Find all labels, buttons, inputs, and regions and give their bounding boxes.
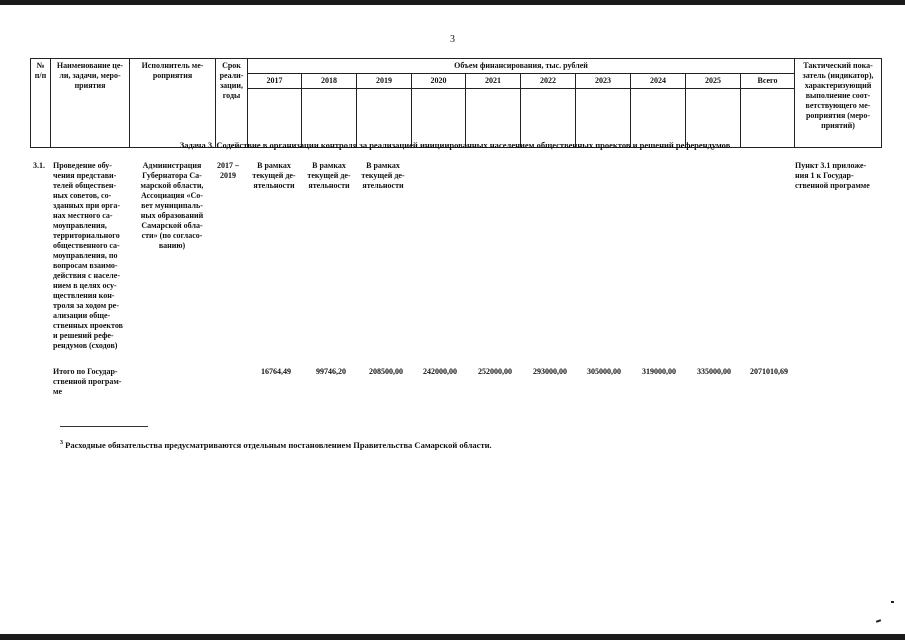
col-year: 2023 (576, 74, 631, 89)
total-2021: 252000,00 (478, 367, 512, 376)
total-2025: 335000,00 (697, 367, 731, 376)
scan-top-edge (0, 0, 905, 5)
col-year: 2019 (357, 74, 412, 89)
total-2017: 16764,49 (261, 367, 291, 376)
col-year: 2020 (412, 74, 466, 89)
header-blank-cell (741, 89, 795, 148)
total-label: Итого по Государ- ственной програм- ме (53, 367, 122, 396)
col-year: 2017 (248, 74, 302, 89)
header-blank-cell (248, 89, 302, 148)
col-name: Наименование це-ли, задачи, меро-приятия (51, 59, 130, 148)
header-blank-cell (521, 89, 576, 148)
scan-bottom-edge (0, 634, 905, 640)
row-indicator: Пункт 3.1 приложе- ния 1 к Государ- ственной программе (795, 161, 870, 190)
row-year-2018: В рамках текущей де- ятельности (307, 161, 351, 190)
col-executor: Исполнитель ме-роприятия (130, 59, 216, 148)
col-total: Всего (741, 74, 795, 89)
header-table (30, 58, 882, 148)
total-2019: 208500,00 (369, 367, 403, 376)
total-2024: 319000,00 (642, 367, 676, 376)
total-2018: 99746,20 (316, 367, 346, 376)
header-blank-cell (412, 89, 466, 148)
header-blank-cell (302, 89, 357, 148)
header-blank-cell (466, 89, 521, 148)
col-year: 2024 (631, 74, 686, 89)
total-2020: 242000,00 (423, 367, 457, 376)
header-blank-cell (686, 89, 741, 148)
col-term: Срок реали-зации, годы (216, 59, 248, 148)
total-2022: 293000,00 (533, 367, 567, 376)
row-name: Проведение обу- чения представи- телей обществен- ных советов, со- зданных при орга- нах местного са- моуправления, территориального общественного са- моуправления, по вопросам взаимо- действия с населе- нием в целях осу- ществления кон- троля за ходом ре- ализации обще- ственных проектов и решений рефе- рендумов (сходов) (53, 161, 123, 350)
header-blank-cell (631, 89, 686, 148)
col-year: 2018 (302, 74, 357, 89)
row-year-2017: В рамках текущей де- ятельности (252, 161, 296, 190)
footnote-text: Расходные обязательства предусматриваются отдельным постановлением Правительства Самарской области. (65, 440, 492, 450)
footnote (60, 440, 492, 450)
col-year: 2025 (686, 74, 741, 89)
col-indicator: Тактический пока-затель (индикатор), характеризующий выполнение соот-ветствующего ме-роприятия (меро-приятий) (795, 59, 882, 148)
scan-speck (891, 601, 894, 603)
row-number: 3.1. (33, 161, 45, 170)
row-year-2019: В рамках текущей де- ятельности (361, 161, 405, 190)
scan-speck (876, 619, 881, 623)
header-blank-cell (357, 89, 412, 148)
footnote-mark: 3 (60, 440, 63, 447)
col-year: 2022 (521, 74, 576, 89)
header-blank-cell (576, 89, 631, 148)
page-number: 3 (450, 34, 455, 45)
row-term: 2017 – 2019 (217, 161, 239, 180)
col-num: № п/п (31, 59, 51, 148)
col-funding: Объем финансирования, тыс. рублей (248, 59, 795, 74)
total-2023: 305000,00 (587, 367, 621, 376)
col-year: 2021 (466, 74, 521, 89)
task-title: Задача 3. Содействие в организации контроля за реализацией инициированных населением общественных проектов и решений референдумов (179, 140, 731, 150)
total-all: 2071010,69 (750, 367, 788, 376)
row-executor: Администрация Губернатора Са- марской области, Ассоциация «Со- вет муниципаль- ных образований Самарской обла- сти» (по согласо- ванию) (140, 161, 204, 250)
footnote-separator (60, 426, 148, 427)
